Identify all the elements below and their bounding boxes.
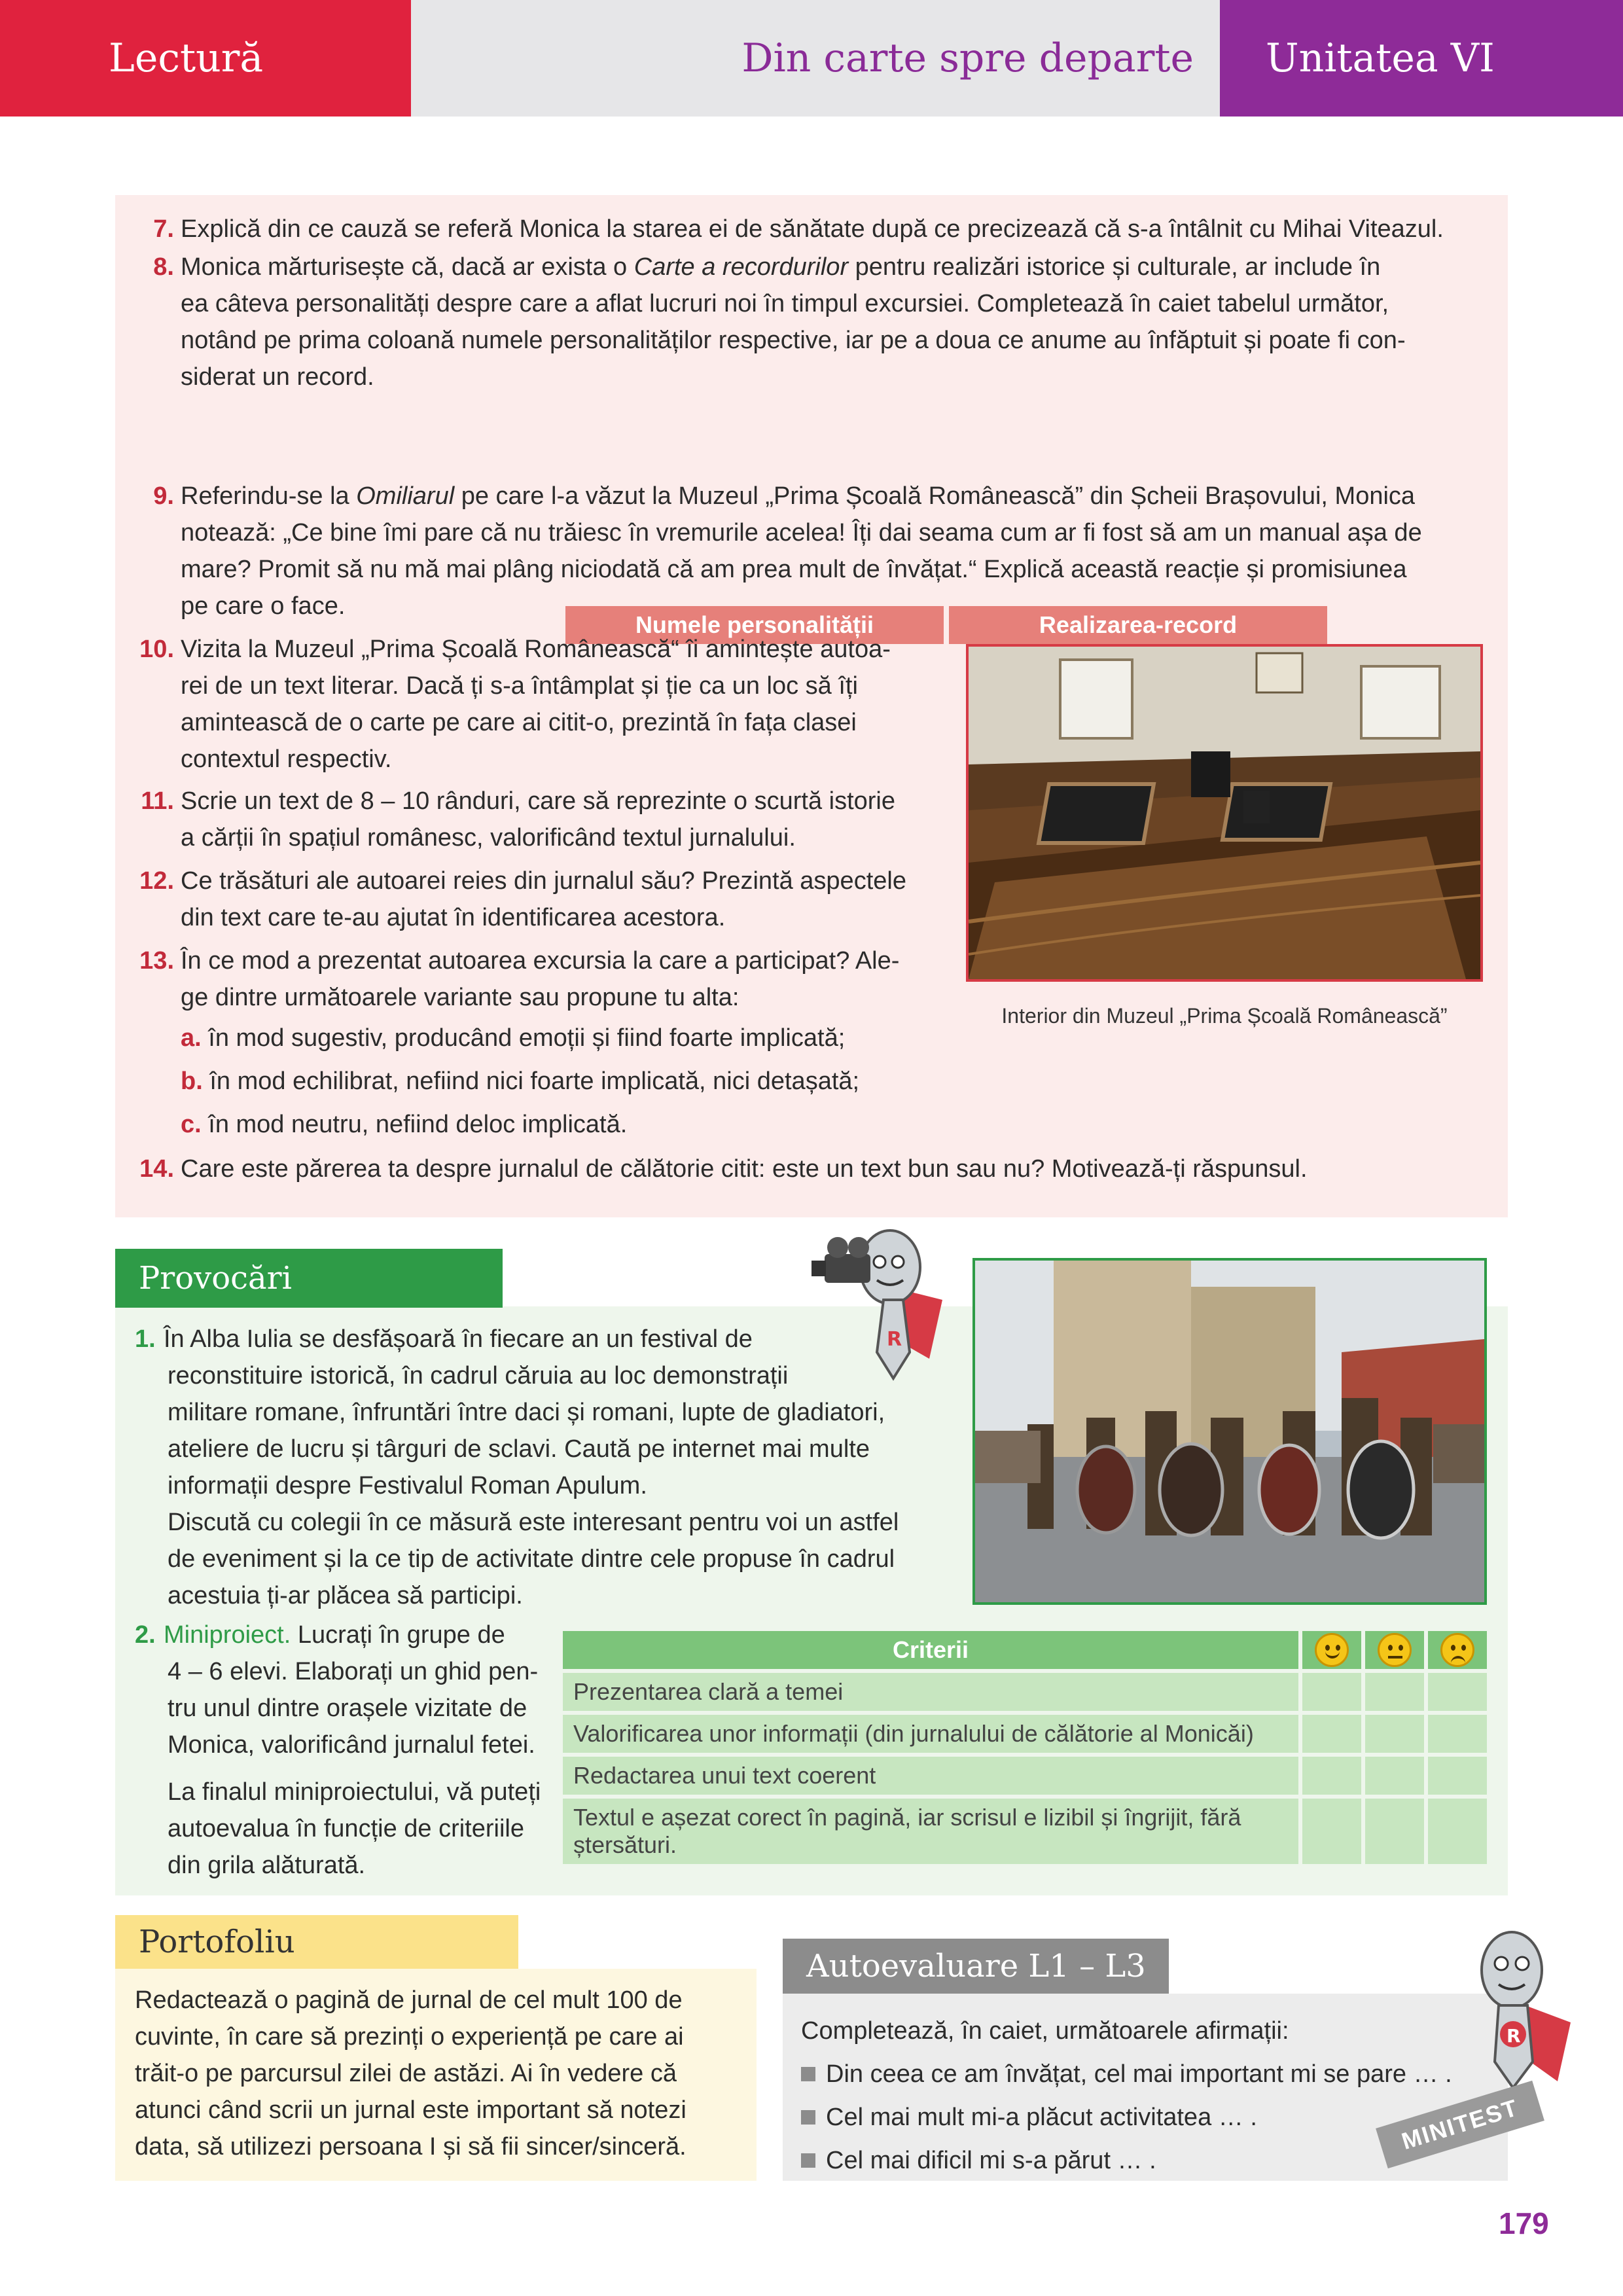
question-number: 14. [139,1155,174,1183]
text-line: acestuia ți-ar plăcea să participi. [168,1582,523,1609]
text-line: Redactează o pagină de jurnal de cel mult 100 de [135,1986,683,2014]
sad-face-icon [1428,1631,1487,1669]
rating-cell [1365,1715,1424,1753]
question-text-line: În ce mod a prezentat autoarea excursia la care a participat? Ale- [181,947,900,975]
question-text-line: Scrie un text de 8 – 10 rânduri, care să reprezinte o scurtă istorie [181,787,895,815]
portofoliu-text [135,1982,740,2165]
question-text-line: a cărții în spațiul românesc, valorificând textul jurnalului. [181,824,796,852]
table-row [563,1715,1488,1753]
option-a: a. în mod sugestiv, producând emoții și fiind foarte implicată; [181,1024,846,1052]
bullet-square-icon [801,2110,815,2125]
question-text-line: pe care o face. [181,592,346,620]
text-line: autoevalua în funcție de criteriile [168,1815,524,1842]
happy-face-icon [1302,1631,1361,1669]
question-text-line: contextul respectiv. [181,745,392,773]
criterion: Prezentarea clară a temei [563,1673,1298,1711]
item-number: 2. [135,1621,156,1649]
text-line: 4 – 6 elevi. Elaborați un ghid pen- [168,1658,539,1685]
rating-cell [1365,1799,1424,1864]
question-text: Explică din ce cauză se referă Monica la starea ei de sănătate după ce precizează că s-a întâlnit cu Mihai Viteazul. [181,215,1444,243]
list-item: Cel mai dificil mi s-a părut … . [801,2139,1452,2182]
text-line: de eveniment și la ce tip de activitate dintre cele propuse în cadrul [168,1545,895,1573]
text-line: La finalul miniproiectului, vă puteți [168,1778,541,1806]
option-b: b. în mod echilibrat, nefiind nici foarte implicată, nici detașată; [181,1067,860,1095]
rating-cell [1428,1799,1487,1864]
criteria-header-row [563,1631,1488,1669]
text-line: În Alba Iulia se desfășoară în fiecare an un festival de [164,1325,753,1353]
criterion: Valorificarea unor informații (din jurnalului de călătorie al Monicăi) [563,1715,1298,1753]
autoevaluare-text [801,2009,1452,2182]
question-text-line: Vizita la Muzeul „Prima Școală Românească“ îi amintește autoa- [181,636,891,663]
svg-text:R: R [1507,2025,1521,2047]
autoevaluare-intro: Completează, în caiet, următoarele afirmații: [801,2017,1289,2045]
question-number: 7. [153,215,174,243]
question-text-line: din text care te-au ajutat în identificarea acestora. [181,904,726,931]
question-text-line: Ce trăsături ale autoarei reies din jurnalul său? Prezintă aspectele [181,867,906,895]
rating-cell [1428,1673,1487,1711]
portofoliu-title: Portofoliu [115,1915,518,1969]
bullet-square-icon [801,2153,815,2168]
question-text-line: notând pe prima coloană numele personalităților respective, iar pe a doua ce anume au înfăptuit și poate fi con- [181,327,1406,354]
text-line: Miniproiect. Lucrați în grupe de [164,1621,505,1649]
item-number: 1. [135,1325,156,1353]
museum-interior-photo [966,644,1483,982]
question-text-line: amintească de o carte pe care ai citit-o, prezintă în fața clasei [181,709,857,736]
page-number: 179 [1499,2206,1549,2240]
question-number: 8. [153,253,174,281]
question-number: 11. [141,787,174,815]
neutral-face-icon [1365,1631,1424,1669]
question-text-line: rei de un text literar. Dacă ți s-a întâmplat și ție ca un loc să îți [181,672,858,700]
criterion: Textul e așezat corect în pagină, iar scrisul e lizibil și îngrijit, fără ștersături. [563,1799,1298,1864]
text-line: din grila alăturată. [168,1852,366,1879]
text-line: Discută cu colegii în ce măsură este interesant pentru voi un astfel [168,1509,899,1536]
text-line: Monica, valorificând jurnalul fetei. [168,1731,535,1759]
question-number: 10. [139,636,174,663]
rating-cell [1365,1673,1424,1711]
text-line: tru unul dintre orașele vizitate de [168,1695,527,1722]
question-number: 13. [139,947,174,975]
bullet-square-icon [801,2067,815,2081]
autoevaluare-title: Autoevaluare L1 – L3 [783,1939,1169,1994]
criteria-grid [563,1631,1488,1868]
criterion: Redactarea unui text coerent [563,1757,1298,1795]
festival-photo [972,1258,1487,1605]
text-line: ateliere de lucru și târguri de sclavi. Caută pe internet mai multe [168,1435,870,1463]
text-line: atunci când scrii un jurnal este important să notezi [135,2096,687,2124]
text-line: reconstituire istorică, în cadrul căruia au loc demonstrații [168,1362,789,1390]
chapter-title: Din carte spre departe [411,0,1220,117]
miniproiect-label: Miniproiect. [164,1621,291,1649]
criteria-header: Criterii [563,1631,1298,1669]
text-line: cuvinte, în care să prezinți o experiență pe care ai [135,2023,684,2051]
rating-cell [1365,1757,1424,1795]
question-text-line: ge dintre următoarele variante sau propune tu alta: [181,984,740,1011]
question-text-line: mare? Promit să nu mă mai plâng niciodată că am prea mult de învățat.“ Explică această reacție și promisiunea [181,556,1407,583]
book-title: Omiliarul [356,482,455,510]
unit-title: Unitatea VI [1220,0,1623,117]
rating-cell [1428,1757,1487,1795]
question-text: Care este părerea ta despre jurnalul de călătorie citit: este un text bun sau nu? Motivează-ți răspunsul. [181,1155,1308,1183]
question-number: 9. [153,482,174,510]
question-text-line: Referindu-se la Omiliarul pe care l-a văzut la Muzeul „Prima Școală Românească” din Șcheii Brașovului, Monica [181,482,1416,510]
question-text-line: ea câteva personalități despre care a aflat lucruri noi în timpul excursiei. Completează în caiet tabelul următor, [181,290,1389,317]
question-number: 12. [139,867,174,895]
text-line: trăit-o pe parcursul zilei de astăzi. Ai în vedere că [135,2060,677,2087]
photo-caption: Interior din Muzeul „Prima Școală Românească” [1001,1004,1448,1028]
option-c: c. în mod neutru, nefiind deloc implicată. [181,1111,628,1138]
table-column-record: Realizarea-record [949,606,1327,644]
table-row [563,1757,1488,1795]
rating-cell [1302,1715,1361,1753]
mascot-icon [1459,1924,1577,2098]
rating-cell [1428,1715,1487,1753]
book-title: Carte a recordurilor [633,253,849,281]
provocari-title: Provocări [115,1249,503,1308]
list-item: Din ceea ce am învățat, cel mai important mi se pare … . [801,2053,1452,2096]
rating-cell [1302,1757,1361,1795]
text-line: informații despre Festivalul Roman Apulum. [168,1472,647,1499]
text-line: data, să utilizezi persoana I și să fii sincer/sinceră. [135,2133,687,2161]
text-line: militare romane, înfruntări între daci și romani, lupte de gladiatori, [168,1399,885,1426]
section-title: Lectură [0,0,411,117]
rating-cell [1302,1673,1361,1711]
table-column-name: Numele personalității [565,606,944,644]
rating-cell [1302,1799,1361,1864]
question-text-line: siderat un record. [181,363,374,391]
table-row [563,1799,1488,1864]
table-row [563,1673,1488,1711]
minitest-badge: MINITEST [1376,2081,1544,2168]
question-text-line: notează: „Ce bine îmi pare că nu trăiesc în vremurile acelea! Îți dai seama cum ar fi fost să am un manual așa de [181,519,1422,547]
svg-text:R: R [887,1328,902,1351]
question-text-line: Monica mărturisește că, dacă ar exista o Carte a recordurilor pentru realizări istorice și culturale, ar include în [181,253,1381,281]
list-item: Cel mai mult mi-a plăcut activitatea … . [801,2096,1452,2139]
